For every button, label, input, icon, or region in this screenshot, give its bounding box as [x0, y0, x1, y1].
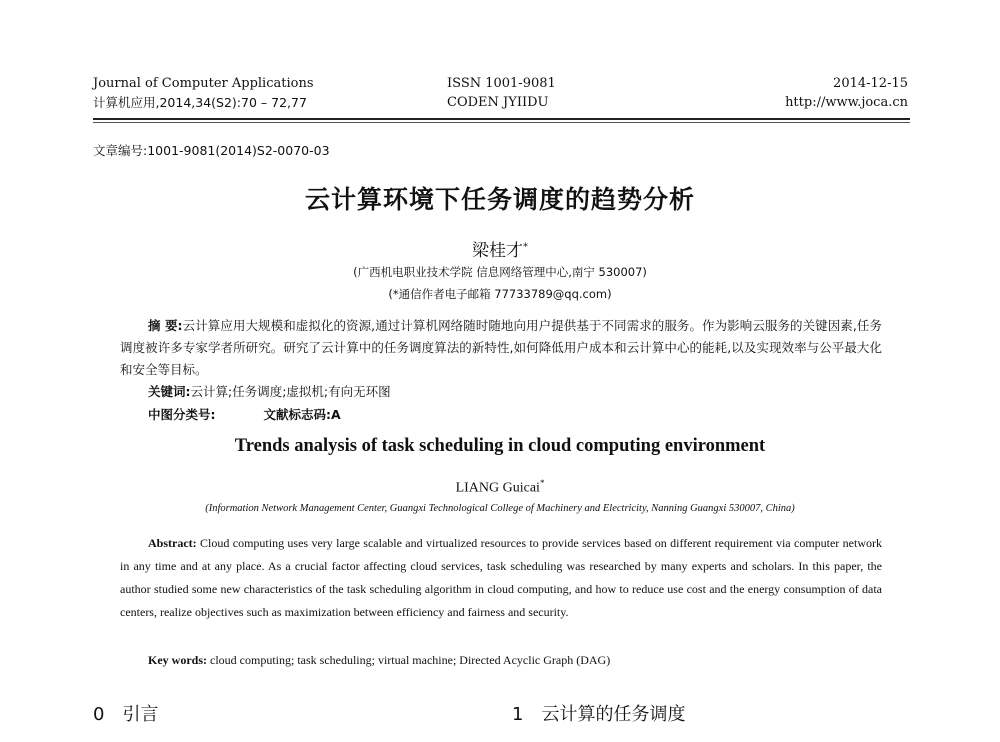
section-0-number: 0: [93, 704, 105, 725]
issn: ISSN 1001-9081: [447, 76, 556, 91]
doc-code-value: A: [330, 407, 341, 422]
clc-label: 中图分类号:: [148, 407, 216, 422]
keywords-cn-label: 关键词:: [148, 384, 191, 399]
abstract-en-label: Abstract:: [148, 536, 197, 550]
title-en: Trends analysis of task scheduling in cloud computing environment: [234, 436, 766, 456]
journal-name-en: Journal of Computer Applications: [93, 76, 314, 91]
section-0-title: 引言: [122, 704, 159, 725]
section-1-heading: [512, 700, 685, 726]
article-number: 文章编号:1001-9081(2014)S2-0070-03: [93, 143, 330, 158]
keywords-en: [148, 649, 610, 672]
coden: CODEN JYIIDU: [447, 95, 549, 110]
journal-header-right: [785, 74, 908, 112]
header-rule: [93, 118, 910, 120]
keywords-en-text: cloud computing; task scheduling; virtual machine; Directed Acyclic Graph (DAG): [210, 653, 611, 667]
abstract-cn-label: 摘 要:: [148, 318, 183, 333]
keywords-en-label: Key words:: [148, 653, 207, 667]
journal-name-cn: 计算机应用,2014,34(S2):70 – 72,77: [93, 95, 307, 110]
affiliation-en: (Information Network Management Center, Guangxi Technological College of Machinery and Electricity, Nanning Guangxi 530007, China): [205, 503, 795, 514]
abstract-cn: [120, 315, 882, 381]
journal-header-center: [447, 74, 556, 112]
author-en-mark: *: [539, 478, 545, 488]
abstract-cn-text: 云计算应用大规模和虚拟化的资源,通过计算机网络随时随地向用户提供基于不同需求的服务。作为影响云服务的关键因素,任务调度被许多专家学者所研究。研究了云计算中的任务调度算法的新特性,如何降低用户成本和云计算中心的能耗,以及实现效率与公平最大化和安全等目标。: [120, 318, 882, 377]
keywords-cn-text: 云计算;任务调度;虚拟机;有向无环图: [190, 384, 391, 399]
author-cn-mark: *: [523, 241, 528, 253]
journal-url: http://www.joca.cn: [785, 95, 908, 110]
email-cn: (*通信作者电子邮箱 77733789@qq.com): [388, 287, 612, 301]
section-0-heading: [93, 700, 158, 726]
doc-code-label: 文献标志码:: [263, 407, 331, 422]
section-1-title: 云计算的任务调度: [541, 704, 686, 725]
abstract-en-text: Cloud computing uses very large scalable and virtualized resources to provide services based on different requirement via computer network in any time and at any place. As a crucial factor affecting cloud services, task scheduling was researched by many experts and scholars. In this paper, the author studied some new characteristics of the task scheduling algorithm in cloud computing, and how to reduce use cost and the energy consumption of data centers, realize objectives such as maximization between efficiency and fairness and security.: [120, 536, 882, 619]
keywords-cn: [148, 381, 391, 403]
author-en: LIANG Guicai: [455, 480, 540, 496]
publication-date: 2014-12-15: [833, 76, 908, 91]
affiliation-cn: (广西机电职业技术学院 信息网络管理中心,南宁 530007): [353, 265, 647, 279]
abstract-en: [120, 532, 882, 624]
header-rule-thin: [93, 122, 910, 123]
author-cn: 梁桂才: [472, 241, 523, 261]
author-en-line: [0, 478, 1000, 497]
section-1-number: 1: [512, 704, 524, 725]
classification-cn: [148, 404, 341, 426]
author-cn-line: [0, 236, 1000, 261]
journal-header-left: [93, 74, 314, 112]
title-cn: 云计算环境下任务调度的趋势分析: [304, 185, 695, 214]
